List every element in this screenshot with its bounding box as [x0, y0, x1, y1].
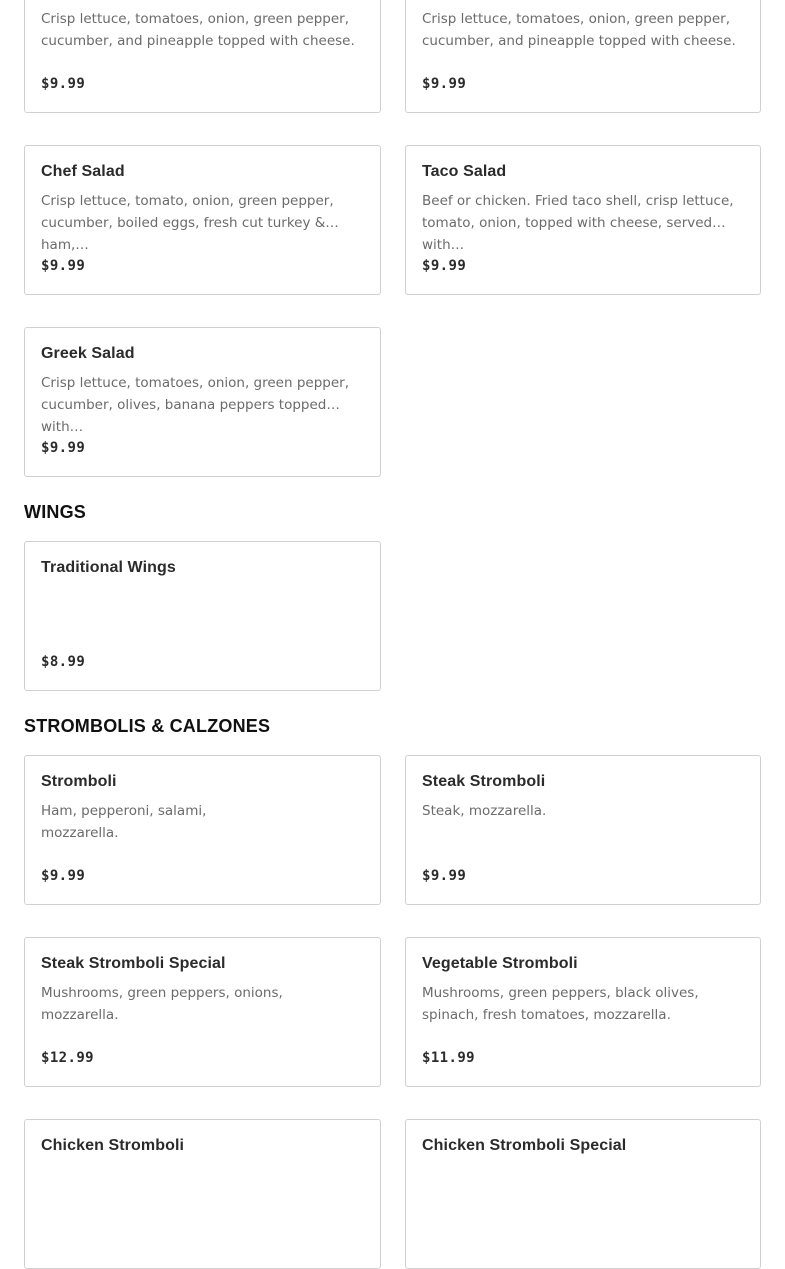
- menu-item-card[interactable]: [24, 327, 381, 477]
- menu-item-name: Stromboli: [41, 773, 117, 790]
- menu-item-name: Chef Salad: [41, 163, 125, 180]
- menu-item-card[interactable]: [24, 541, 381, 691]
- menu-item-price: $9.99: [41, 440, 86, 456]
- menu-item-price: $9.99: [422, 76, 467, 92]
- menu-item-card[interactable]: [405, 937, 761, 1087]
- menu-item-card[interactable]: [405, 1119, 761, 1269]
- menu-item-description: Mushrooms, green peppers, black olives, spinach, fresh tomatoes, mozzarella.: [422, 985, 699, 1023]
- menu-item-card[interactable]: [24, 1119, 381, 1269]
- menu-item-description: Beef or chicken. Fried taco shell, crisp lettuce, tomato, onion, topped with cheese, served with…: [422, 193, 734, 253]
- menu-item-price: $11.99: [422, 1050, 475, 1066]
- menu-item-description: Crisp lettuce, tomatoes, onion, green pepper, cucumber, and pineapple topped with cheese.: [422, 11, 736, 49]
- menu-item-name: Greek Salad: [41, 345, 135, 362]
- menu-item-price: $9.99: [422, 868, 467, 884]
- menu-item-name: Steak Stromboli: [422, 773, 546, 790]
- menu-item-name: Vegetable Stromboli: [422, 955, 578, 972]
- section-title-wings: WINGS: [24, 502, 86, 522]
- section-title-strombolis: STROMBOLIS & CALZONES: [24, 716, 271, 736]
- menu-item-description: Crisp lettuce, tomatoes, onion, green pepper, cucumber, and pineapple topped with cheese.: [41, 11, 355, 49]
- menu-item-card[interactable]: [24, 755, 381, 905]
- menu-item-name: Taco Salad: [422, 163, 507, 180]
- menu-item-card[interactable]: [24, 0, 381, 113]
- menu-item-price: $9.99: [41, 76, 86, 92]
- menu-item-name: Chicken Stromboli Special: [422, 1137, 627, 1154]
- menu-item-price: $9.99: [41, 258, 86, 274]
- menu-item-price: $9.99: [41, 868, 86, 884]
- menu-item-description: Crisp lettuce, tomato, onion, green pepper, cucumber, boiled eggs, fresh cut turkey & ham,…: [41, 193, 334, 253]
- menu-item-card[interactable]: [405, 0, 761, 113]
- menu-item-card[interactable]: [405, 145, 761, 295]
- menu-item-description: Crisp lettuce, tomatoes, onion, green pepper, cucumber, olives, banana peppers topped with…: [41, 375, 349, 435]
- menu-item-price: $12.99: [41, 1050, 94, 1066]
- menu-item-price: $9.99: [422, 258, 467, 274]
- menu-item-card[interactable]: [24, 937, 381, 1087]
- menu-item-card[interactable]: [24, 145, 381, 295]
- menu-item-name: Steak Stromboli Special: [41, 955, 226, 972]
- menu-item-description: Steak, mozzarella.: [422, 803, 547, 819]
- menu-item-name: Chicken Stromboli: [41, 1137, 185, 1154]
- menu-item-card[interactable]: [405, 755, 761, 905]
- menu-item-description: Ham, pepperoni, salami, mozzarella.: [41, 803, 207, 841]
- menu-item-description: Mushrooms, green peppers, onions, mozzarella.: [41, 985, 283, 1023]
- menu-item-price: $8.99: [41, 654, 86, 670]
- menu-item-name: Traditional Wings: [41, 559, 176, 576]
